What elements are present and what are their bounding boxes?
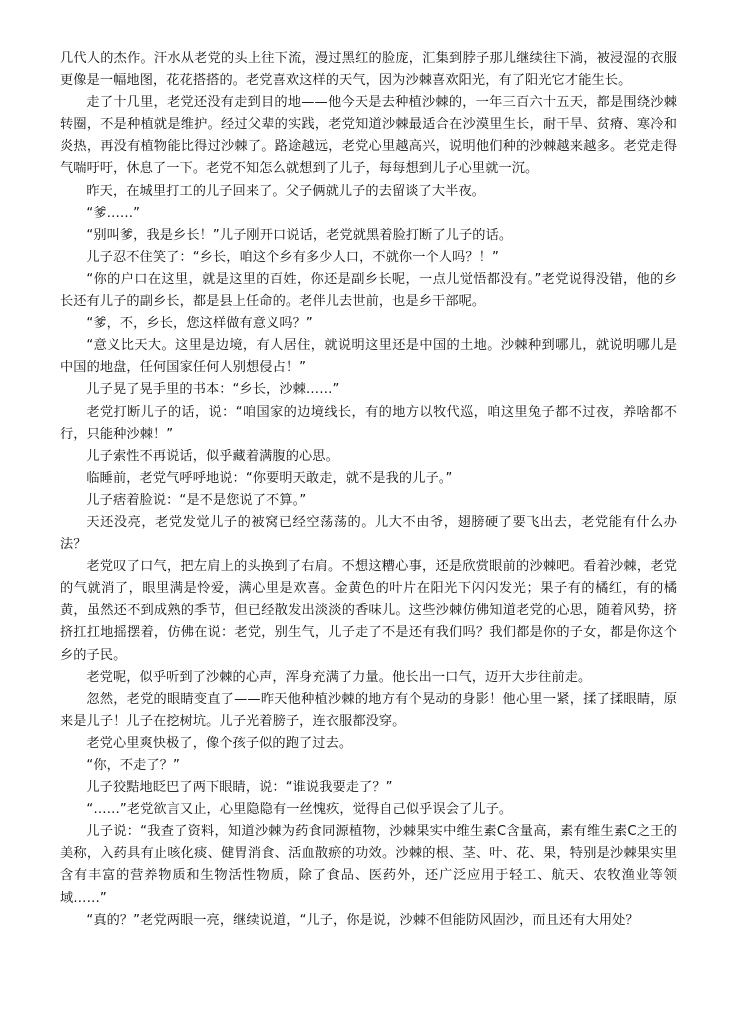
paragraph: “你的户口在这里，就是这里的百姓，你还是副乡长呢，一点儿觉悟都没有。”老党说得没错，他的乡长还有儿子的副乡长，都是县上任命的。老伴儿去世前，也是乡干部呢。 [60,271,677,310]
paragraph: “别叫爹，我是乡长！”儿子刚开口说话，老党就黑着脸打断了儿子的话。 [86,227,513,243]
paragraph: 天还没亮，老党发觉儿子的被窝已经空荡荡的。儿大不由爷，翅膀硬了要飞出去，老党能有什么办法？ [60,514,677,553]
story-text [60,48,677,932]
paragraph: 儿子忍不住笑了：“乡长，咱这个乡有多少人口，不就你一个人吗？！” [86,249,499,265]
paragraph: 老党心里爽快极了，像个孩子似的跑了过去。 [86,735,353,751]
paragraph: “……”老党欲言又止，心里隐隐有一丝愧疚，觉得自己似乎误会了儿子。 [86,802,513,818]
paragraph: 儿子痞着脸说：“是不是您说了不算。” [86,492,307,508]
paragraph: 儿子说：“我查了资料，知道沙棘为药食同源植物，沙棘果实中维生素C含量高，素有维生素C之王的美称，入药具有止咳化痰、健胃消食、活血散瘀的功效。沙棘的根、茎、叶、花、果，特别是沙棘果实里含有丰富的营养物质和生物活性物质，除了食品、医药外，还广泛应用于轻工、航天、农牧渔业等领域……” [60,824,677,906]
paragraph: 老党打断儿子的话，说：“咱国家的边境线长，有的地方以牧代巡，咱这里兔子都不过夜，养啥都不行，只能种沙棘！” [60,404,677,442]
paragraph: 老党呢，似乎听到了沙棘的心声，浑身充满了力量。他长出一口气，迈开大步往前走。 [86,669,592,685]
paragraph: 老党叹了口气，把左肩上的头换到了右肩。不想这糟心事，还是欣赏眼前的沙棘吧。看着沙棘，老党的气就消了，眼里满是怜爱，满心里是欢喜。金黄色的叶片在阳光下闪闪发光；果子有的橘红，有的橘黄，虽然还不到成熟的季节，但已经散发出淡淡的香味儿。这些沙棘仿佛知道老党的心思，随着风势，挤挤扛扛地摇摆着，仿佛在说：老党，别生气，儿子走了不是还有我们吗？我们都是你的子女，都是你这个乡的子民。 [60,559,677,663]
paragraph: 临睡前，老党气呼呼地说：“你要明天敢走，就不是我的儿子。” [86,470,453,486]
paragraph: “爹……” [86,205,141,221]
paragraph: 几代人的杰作。汗水从老党的头上往下流，漫过黑红的脸庞，汇集到脖子那儿继续往下淌，被浸湿的衣服更像是一幅地图，花花搭搭的。老党喜欢这样的天气，因为沙棘喜欢阳光，有了阳光它才能生长。 [60,51,677,89]
paragraph: 忽然，老党的眼睛变直了——昨天他种植沙棘的地方有个晃动的身影！他心里一紧，揉了揉眼睛，原来是儿子！儿子在挖树坑。儿子光着膀子，连衣服都没穿。 [60,691,677,729]
paragraph: 儿子索性不再说话，似乎藏着满腹的心思。 [86,448,339,464]
paragraph: 走了十几里，老党还没有走到目的地——他今天是去种植沙棘的，一年三百六十五天，都是围绕沙棘转圈，不是种植就是维护。经过父辈的实践，老党知道沙棘最适合在沙漠里生长，耐干旱、贫瘠、寒冷和炎热，再没有植物能比得过沙棘了。路途越远，老党心里越高兴，说明他们种的沙棘越来越多。老党走得气喘吁吁，休息了一下。老党不知怎么就想到了儿子，每每想到儿子心里就一沉。 [60,95,677,177]
paragraph: 儿子晃了晃手里的书本：“乡长，沙棘……” [86,382,340,398]
paragraph: 儿子狡黠地眨巴了两下眼睛，说：“谁说我要走了？” [86,780,393,796]
paragraph: “真的？”老党两眼一亮，继续说道，“儿子，你是说，沙棘不但能防风固沙，而且还有大用处？ [86,912,639,928]
paragraph: “爹，不，乡长，您这样做有意义吗？” [86,316,313,332]
paragraph: 昨天，在城里打工的儿子回来了。父子俩就儿子的去留谈了大半夜。 [86,183,486,199]
paragraph: “意义比天大。这里是边境，有人居住，就说明这里还是中国的土地。沙棘种到哪儿，就说明哪儿是中国的地盘，任何国家任何人别想侵占！” [60,338,677,376]
paragraph: “你，不走了？” [86,758,180,773]
